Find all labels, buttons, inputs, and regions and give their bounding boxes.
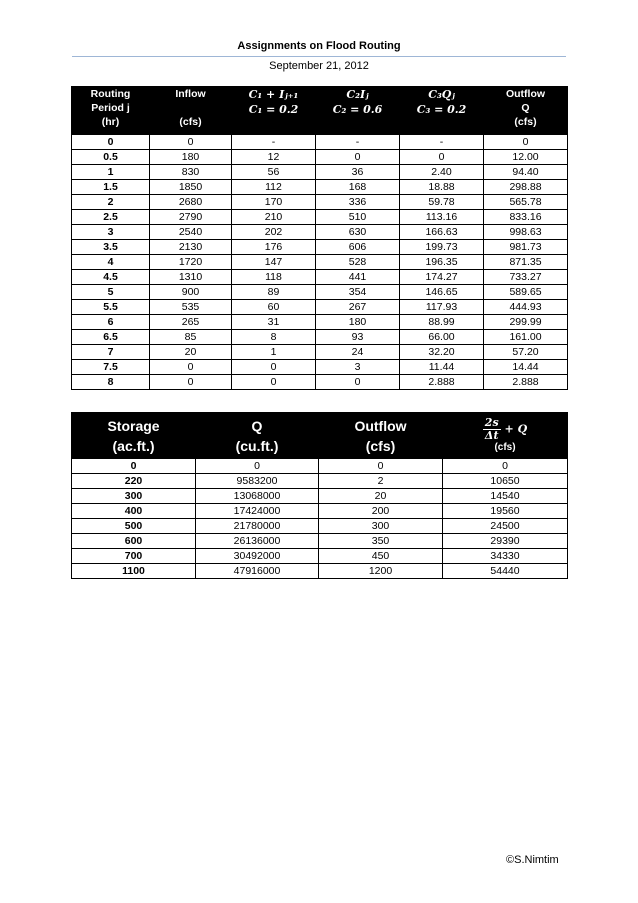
table-cell: 12 (232, 150, 316, 165)
table-cell: 0 (400, 150, 484, 165)
table-cell: 733.27 (484, 270, 568, 285)
table-cell: 265 (150, 315, 232, 330)
table-cell: 299.99 (484, 315, 568, 330)
table-cell: 0 (232, 375, 316, 390)
table-cell: 161.00 (484, 330, 568, 345)
table-cell: 57.20 (484, 345, 568, 360)
table-cell: 0 (150, 135, 232, 150)
storage-row (72, 519, 568, 534)
header-formula: C₁ + Iⱼ₊₁ (248, 88, 299, 101)
table-cell: 441 (316, 270, 400, 285)
table-cell: 59.78 (400, 195, 484, 210)
table-cell: 31 (232, 315, 316, 330)
plus-q: + Q (504, 422, 528, 436)
table-cell: 168 (316, 180, 400, 195)
table-cell: 11.44 (400, 360, 484, 375)
table-cell: 6 (72, 315, 150, 330)
table-cell: 118 (232, 270, 316, 285)
header-line: Q (251, 417, 263, 434)
table-cell: 54440 (443, 564, 568, 579)
table-cell: 9583200 (196, 474, 319, 489)
table-cell: 606 (316, 240, 400, 255)
storage-row (72, 504, 568, 519)
table-cell: 0 (232, 360, 316, 375)
header-line: Q (521, 102, 530, 114)
table-cell: 0 (316, 375, 400, 390)
table-cell: 528 (316, 255, 400, 270)
table-cell: 3.5 (72, 240, 150, 255)
header-coefficient: C₁ = 0.2 (248, 103, 299, 116)
table-cell: 180 (150, 150, 232, 165)
table-cell: 2130 (150, 240, 232, 255)
table-cell: 300 (72, 489, 196, 504)
table-cell: 88.99 (400, 315, 484, 330)
fraction-denominator: Δt (484, 429, 499, 442)
header-coefficient: C₂ = 0.6 (332, 103, 383, 116)
routing-row (72, 195, 568, 210)
table-cell: 0 (443, 459, 568, 474)
table-cell: 19560 (443, 504, 568, 519)
table-cell: 85 (150, 330, 232, 345)
table-cell: 20 (319, 489, 443, 504)
table-cell: 2790 (150, 210, 232, 225)
table-cell: 7.5 (72, 360, 150, 375)
header-line: Outflow (354, 417, 407, 434)
storage-row (72, 489, 568, 504)
q-header (196, 413, 319, 459)
table-cell: 300 (319, 519, 443, 534)
table-cell: 630 (316, 225, 400, 240)
header-line: (hr) (101, 116, 120, 128)
fraction-numerator: 2s (484, 416, 499, 429)
table-cell: 210 (232, 210, 316, 225)
header-formula: C₃Qⱼ (428, 88, 455, 101)
table-cell: 900 (150, 285, 232, 300)
table-cell: 2.888 (400, 375, 484, 390)
header-line: Routing (90, 88, 131, 100)
table-cell: 1200 (319, 564, 443, 579)
table-cell: 510 (316, 210, 400, 225)
storage-row (72, 549, 568, 564)
table-cell: - (232, 135, 316, 150)
table-cell: 8 (232, 330, 316, 345)
table-cell: 20 (150, 345, 232, 360)
copyright-credit: ©S.Nimtim (506, 854, 559, 866)
table-cell: 14540 (443, 489, 568, 504)
outflow-header (484, 87, 568, 135)
table-cell: 93 (316, 330, 400, 345)
table-cell: 14.44 (484, 360, 568, 375)
table-cell: 24500 (443, 519, 568, 534)
table-cell: - (316, 135, 400, 150)
storage-row (72, 459, 568, 474)
routing-row (72, 240, 568, 255)
routing-row (72, 375, 568, 390)
table-cell: 450 (319, 549, 443, 564)
table-cell: 112 (232, 180, 316, 195)
table-cell: 5 (72, 285, 150, 300)
table-cell: 0 (484, 135, 568, 150)
table-cell: 830 (150, 165, 232, 180)
c2-header (316, 87, 400, 135)
routing-row (72, 270, 568, 285)
table-cell: 180 (316, 315, 400, 330)
routing-row (72, 135, 568, 150)
routing-row (72, 255, 568, 270)
table-cell: 200 (319, 504, 443, 519)
table-cell: 1310 (150, 270, 232, 285)
table-cell: 10650 (443, 474, 568, 489)
table-cell: 565.78 (484, 195, 568, 210)
table-cell: 174.27 (400, 270, 484, 285)
table-cell: 6.5 (72, 330, 150, 345)
table-cell: 871.35 (484, 255, 568, 270)
table-cell: 66.00 (400, 330, 484, 345)
storage-indication-header (443, 413, 568, 459)
table-cell: 981.73 (484, 240, 568, 255)
table-cell: 220 (72, 474, 196, 489)
table-cell: 444.93 (484, 300, 568, 315)
inflow-header (150, 87, 232, 135)
table-cell: 998.63 (484, 225, 568, 240)
table-cell: 2.40 (400, 165, 484, 180)
table-cell: 600 (72, 534, 196, 549)
table-cell: 5.5 (72, 300, 150, 315)
page-date: September 21, 2012 (269, 60, 369, 72)
routing-row (72, 360, 568, 375)
header-line: Outflow (505, 88, 546, 100)
table-cell: 0 (72, 135, 150, 150)
table-cell: 0 (150, 360, 232, 375)
table-cell: 176 (232, 240, 316, 255)
table-cell: 170 (232, 195, 316, 210)
routing-row (72, 300, 568, 315)
table-cell: 0 (319, 459, 443, 474)
c1-header (232, 87, 316, 135)
table-cell: 146.65 (400, 285, 484, 300)
table-cell: 1850 (150, 180, 232, 195)
table-cell: 2540 (150, 225, 232, 240)
header-formula: C₂Iⱼ (346, 88, 369, 101)
table-cell: 833.16 (484, 210, 568, 225)
routing-table-header (72, 87, 568, 135)
table-cell: 94.40 (484, 165, 568, 180)
table-cell: 12.00 (484, 150, 568, 165)
routing-table (71, 86, 568, 390)
table-cell: 0.5 (72, 150, 150, 165)
routing-row (72, 180, 568, 195)
table-cell: 24 (316, 345, 400, 360)
storage-header (72, 413, 196, 459)
table-cell: 3 (316, 360, 400, 375)
table-cell: 47916000 (196, 564, 319, 579)
table-cell: 1100 (72, 564, 196, 579)
fraction-2s-over-dt (483, 417, 501, 442)
table-cell: 117.93 (400, 300, 484, 315)
table-cell: 0 (72, 459, 196, 474)
table-cell: 34330 (443, 549, 568, 564)
table-cell: 354 (316, 285, 400, 300)
routing-row (72, 165, 568, 180)
table-cell: 26136000 (196, 534, 319, 549)
header-unit: (cfs) (494, 442, 516, 453)
table-cell: 2 (319, 474, 443, 489)
header-line: (cfs) (365, 437, 396, 454)
routing-row (72, 225, 568, 240)
table-cell: 0 (316, 150, 400, 165)
table-cell: 3 (72, 225, 150, 240)
table-cell: 500 (72, 519, 196, 534)
table-cell: 1 (72, 165, 150, 180)
routing-row (72, 345, 568, 360)
table-cell: 1.5 (72, 180, 150, 195)
table-cell: 336 (316, 195, 400, 210)
header-line: Storage (107, 417, 160, 434)
table-cell: 13068000 (196, 489, 319, 504)
table-cell: 60 (232, 300, 316, 315)
routing-row (72, 150, 568, 165)
table-cell: 2680 (150, 195, 232, 210)
header-coefficient: C₃ = 0.2 (416, 103, 467, 116)
table-cell: 267 (316, 300, 400, 315)
header-divider (72, 56, 566, 57)
table-cell: 199.73 (400, 240, 484, 255)
header-line: Period j (91, 102, 130, 114)
table-cell: 2 (72, 195, 150, 210)
routing-row (72, 315, 568, 330)
header-line: (cu.ft.) (235, 437, 279, 454)
c3-header (400, 87, 484, 135)
page-title: Assignments on Flood Routing (237, 40, 401, 52)
table-cell: 4.5 (72, 270, 150, 285)
storage-row (72, 474, 568, 489)
header-line: (cfs) (179, 116, 202, 128)
table-cell: 2.888 (484, 375, 568, 390)
table-cell: 89 (232, 285, 316, 300)
table-cell: 196.35 (400, 255, 484, 270)
header-line: (cfs) (514, 116, 537, 128)
routing-row (72, 210, 568, 225)
table-cell: 0 (150, 375, 232, 390)
storage-table-header (72, 413, 568, 459)
table-cell: 147 (232, 255, 316, 270)
table-cell: 21780000 (196, 519, 319, 534)
table-cell: 32.20 (400, 345, 484, 360)
table-cell: 350 (319, 534, 443, 549)
table-cell: 1 (232, 345, 316, 360)
table-cell: 56 (232, 165, 316, 180)
table-cell: 30492000 (196, 549, 319, 564)
table-cell: 18.88 (400, 180, 484, 195)
storage-row (72, 534, 568, 549)
table-cell: 113.16 (400, 210, 484, 225)
table-cell: 7 (72, 345, 150, 360)
storage-outflow-header (319, 413, 443, 459)
table-cell: 36 (316, 165, 400, 180)
table-cell: 535 (150, 300, 232, 315)
table-cell: 4 (72, 255, 150, 270)
table-cell: 700 (72, 549, 196, 564)
table-cell: - (400, 135, 484, 150)
table-cell: 298.88 (484, 180, 568, 195)
table-cell: 400 (72, 504, 196, 519)
table-cell: 166.63 (400, 225, 484, 240)
header-line: (ac.ft.) (112, 437, 155, 454)
table-cell: 589.65 (484, 285, 568, 300)
table-cell: 29390 (443, 534, 568, 549)
storage-row (72, 564, 568, 579)
routing-row (72, 330, 568, 345)
storage-table (71, 412, 568, 579)
routing-row (72, 285, 568, 300)
routing-period-header (72, 87, 150, 135)
table-cell: 0 (196, 459, 319, 474)
table-cell: 8 (72, 375, 150, 390)
table-cell: 202 (232, 225, 316, 240)
table-cell: 2.5 (72, 210, 150, 225)
table-cell: 1720 (150, 255, 232, 270)
table-cell: 17424000 (196, 504, 319, 519)
header-line: Inflow (175, 88, 206, 100)
